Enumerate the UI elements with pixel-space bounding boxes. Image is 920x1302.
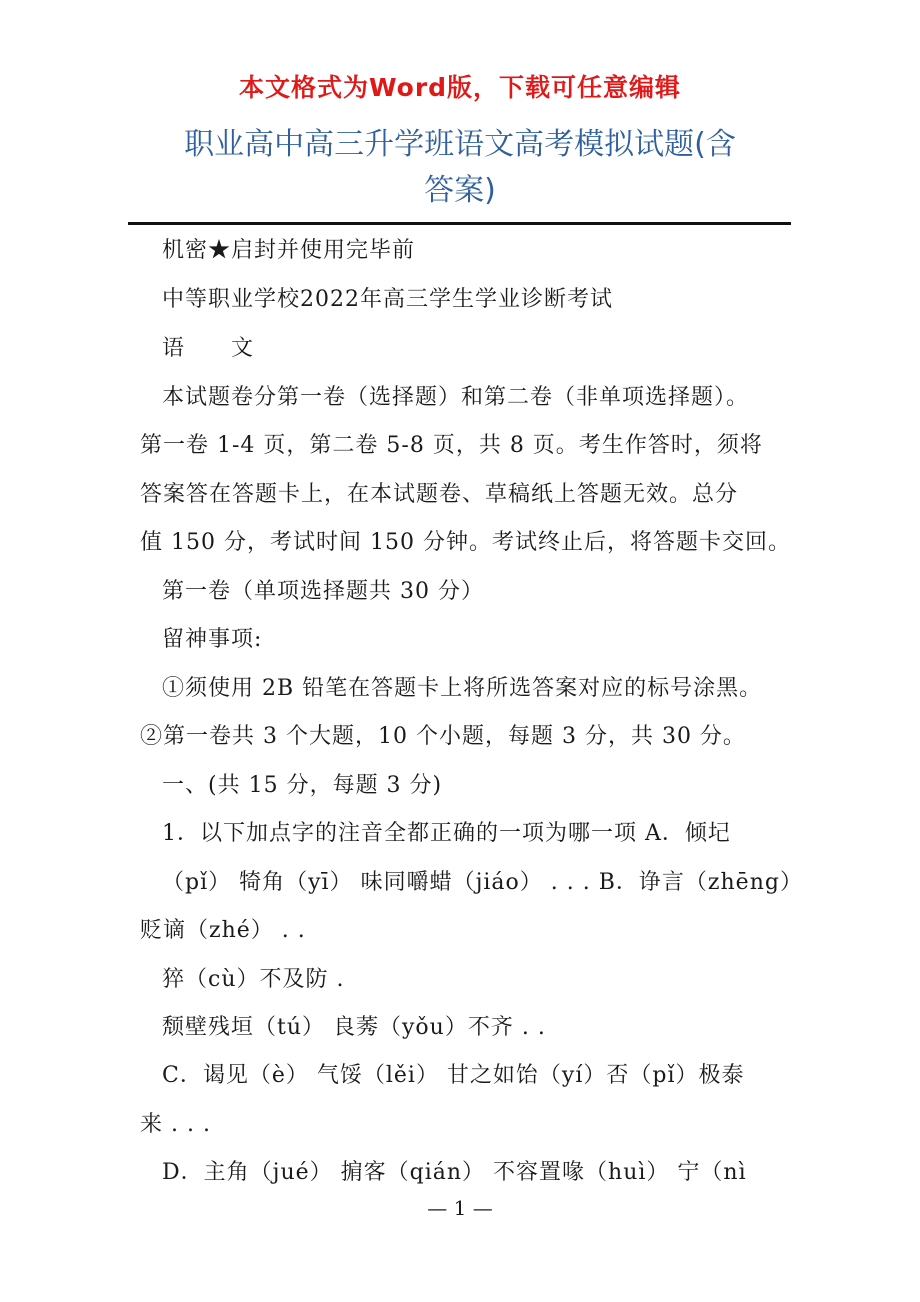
question-line: 颓壁残垣（tú） 良莠（yǒu）不齐 . . (162, 1015, 546, 1040)
notes-heading: 留神事项: (162, 627, 263, 652)
question-line: C．谒见（è） 气馁（lěi） 甘之如饴（yí）否（pǐ）极泰 (162, 1063, 745, 1088)
page-number: — 1 — (427, 1196, 493, 1220)
note-item: ②第一卷共 3 个大题，10 个小题，每题 3 分，共 30 分。 (140, 724, 746, 749)
question-line: 来 . . . (140, 1112, 211, 1137)
question-line: 1．以下加点字的注音全都正确的一项为哪一项 A．倾圮 (162, 821, 731, 846)
question-line: D．主角（jué） 掮客（qián） 不容置喙（huì） 宁（nì (162, 1160, 747, 1185)
paragraph-line: 本试题卷分第一卷（选择题）和第二卷（非单项选择题）。 (162, 385, 750, 410)
download-banner: 本文格式为Word版，下载可任意编辑 (238, 73, 682, 102)
question-line: 贬谪（zhé） . . (140, 918, 306, 943)
exam-name-line: 中等职业学校2022年高三学生学业诊断考试 (162, 287, 613, 312)
question-line: （pǐ） 犄角（yī） 味同嚼蜡（jiáo） . . . B．诤言（zhēng） (162, 870, 803, 895)
title-line-1: 职业高中高三升学班语文高考模拟试题(含 (184, 127, 736, 162)
section-heading: 第一卷（单项选择题共 30 分） (162, 579, 484, 604)
paragraph-line: 值 150 分，考试时间 150 分钟。考试终止后，将答题卡交回。 (140, 530, 791, 555)
note-item: ①须使用 2B 铅笔在答题卡上将所选答案对应的标号涂黑。 (162, 676, 763, 701)
title-line-2: 答案) (424, 173, 496, 208)
paragraph-line: 答案答在答题卡上，在本试题卷、草稿纸上答题无效。总分 (140, 482, 739, 507)
part-heading: 一、(共 15 分，每题 3 分) (162, 773, 443, 798)
document-title (100, 122, 820, 214)
confidential-line: 机密★启封并使用完毕前 (162, 238, 416, 263)
paragraph-line: 第一卷 1-4 页，第二卷 5-8 页，共 8 页。考生作答时，须将 (140, 433, 763, 458)
question-line: 猝（cù）不及防 . (162, 967, 345, 992)
title-divider (128, 222, 791, 225)
subject-line: 语 文 (162, 336, 255, 361)
